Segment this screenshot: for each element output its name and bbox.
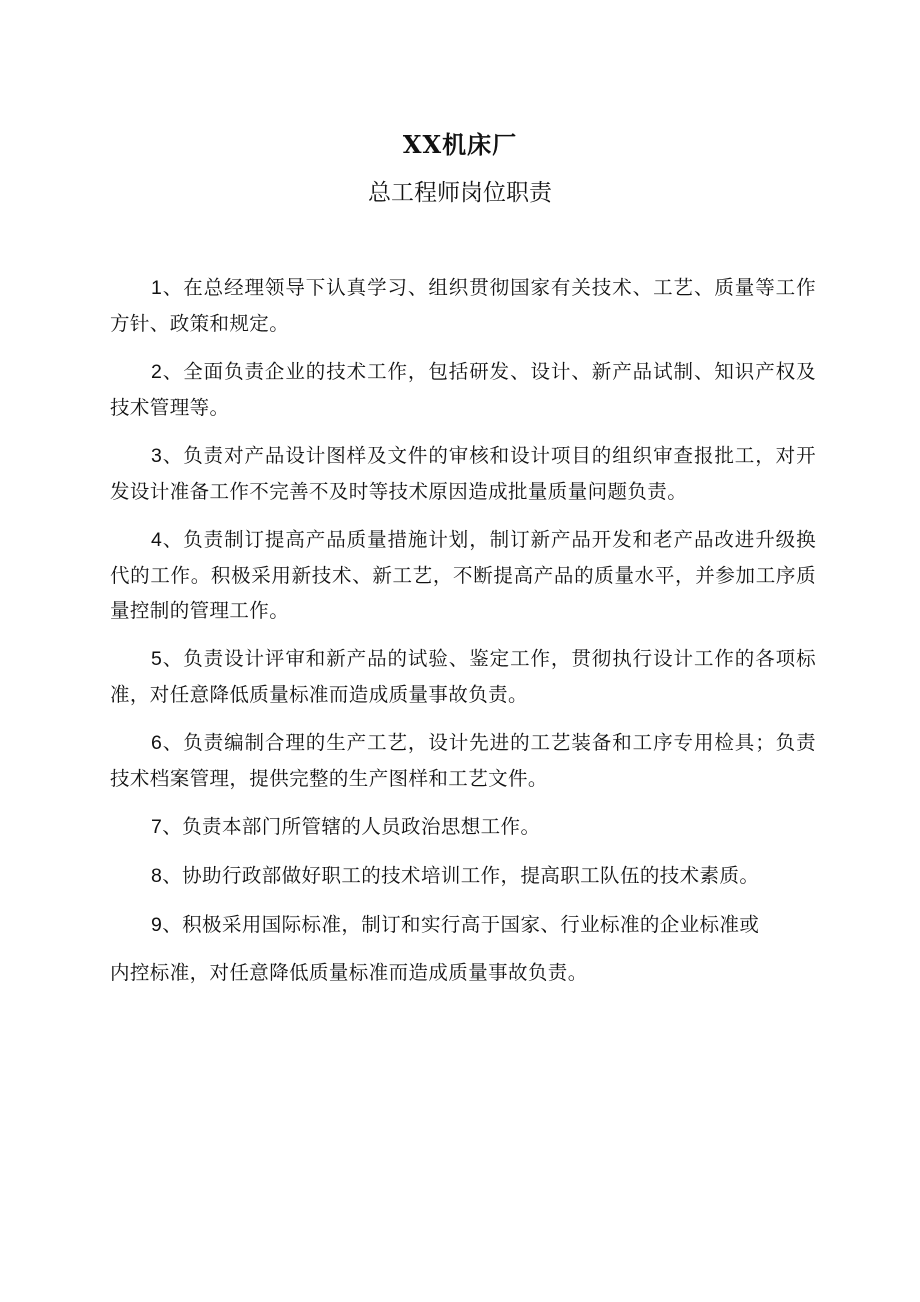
duty-item-1 bbox=[110, 270, 816, 341]
duty-line-1 bbox=[110, 907, 816, 943]
duty-item-6 bbox=[110, 725, 816, 796]
duty-number: 9 bbox=[151, 914, 163, 936]
duty-line-2: 内控标准，对任意降低质量标准而造成质量事故负责。 bbox=[110, 961, 588, 984]
duty-item-7 bbox=[110, 809, 816, 845]
duty-number: 5 bbox=[151, 648, 163, 670]
duty-text: 、负责本部门所管辖的人员政治思想工作。 bbox=[162, 815, 541, 838]
duty-text: 、协助行政部做好职工的技术培训工作，提高职工队伍的技术素质。 bbox=[162, 864, 760, 887]
duty-item-9 bbox=[110, 907, 816, 990]
duty-item-5 bbox=[110, 641, 816, 712]
duty-number: 1 bbox=[151, 277, 163, 299]
duty-text: 、在总经理领导下认真学习、组织贯彻国家有关技术、工艺、质量等工作方针、政策和规定。 bbox=[110, 276, 816, 335]
duty-item-2 bbox=[110, 354, 816, 425]
duty-item-4 bbox=[110, 522, 816, 628]
duty-number: 6 bbox=[151, 732, 163, 754]
duty-text: 、负责编制合理的生产工艺，设计先进的工艺装备和工序专用检具；负责技术档案管理，提供完整的生产图样和工艺文件。 bbox=[110, 731, 816, 790]
duty-text: 、负责对产品设计图样及文件的审核和设计项目的组织审查报批工，对开发设计准备工作不完善不及时等技术原因造成批量质量问题负责。 bbox=[110, 444, 816, 503]
duties-list bbox=[110, 270, 816, 1003]
duty-text: 、全面负责企业的技术工作，包括研发、设计、新产品试制、知识产权及技术管理等。 bbox=[110, 360, 816, 419]
duty-number: 4 bbox=[151, 529, 163, 551]
company-title: XX机床厂 bbox=[402, 130, 518, 159]
duty-number: 7 bbox=[151, 816, 163, 838]
duty-item-3 bbox=[110, 438, 816, 509]
duty-number: 2 bbox=[151, 361, 163, 383]
duty-text: 、负责设计评审和新产品的试验、鉴定工作，贯彻执行设计工作的各项标准，对任意降低质量标准而造成质量事故负责。 bbox=[110, 647, 816, 706]
duty-item-8 bbox=[110, 858, 816, 894]
duty-number: 8 bbox=[151, 865, 163, 887]
duty-number: 3 bbox=[151, 445, 163, 467]
duty-text: 、积极采用国际标准，制订和实行高于国家、行业标准的企业标准或 bbox=[162, 913, 760, 936]
document-title: 总工程师岗位职责 bbox=[368, 180, 552, 206]
duty-text: 、负责制订提高产品质量措施计划，制订新产品开发和老产品改进升级换代的工作。积极采用新技术、新工艺，不断提高产品的质量水平，并参加工序质量控制的管理工作。 bbox=[110, 528, 816, 622]
